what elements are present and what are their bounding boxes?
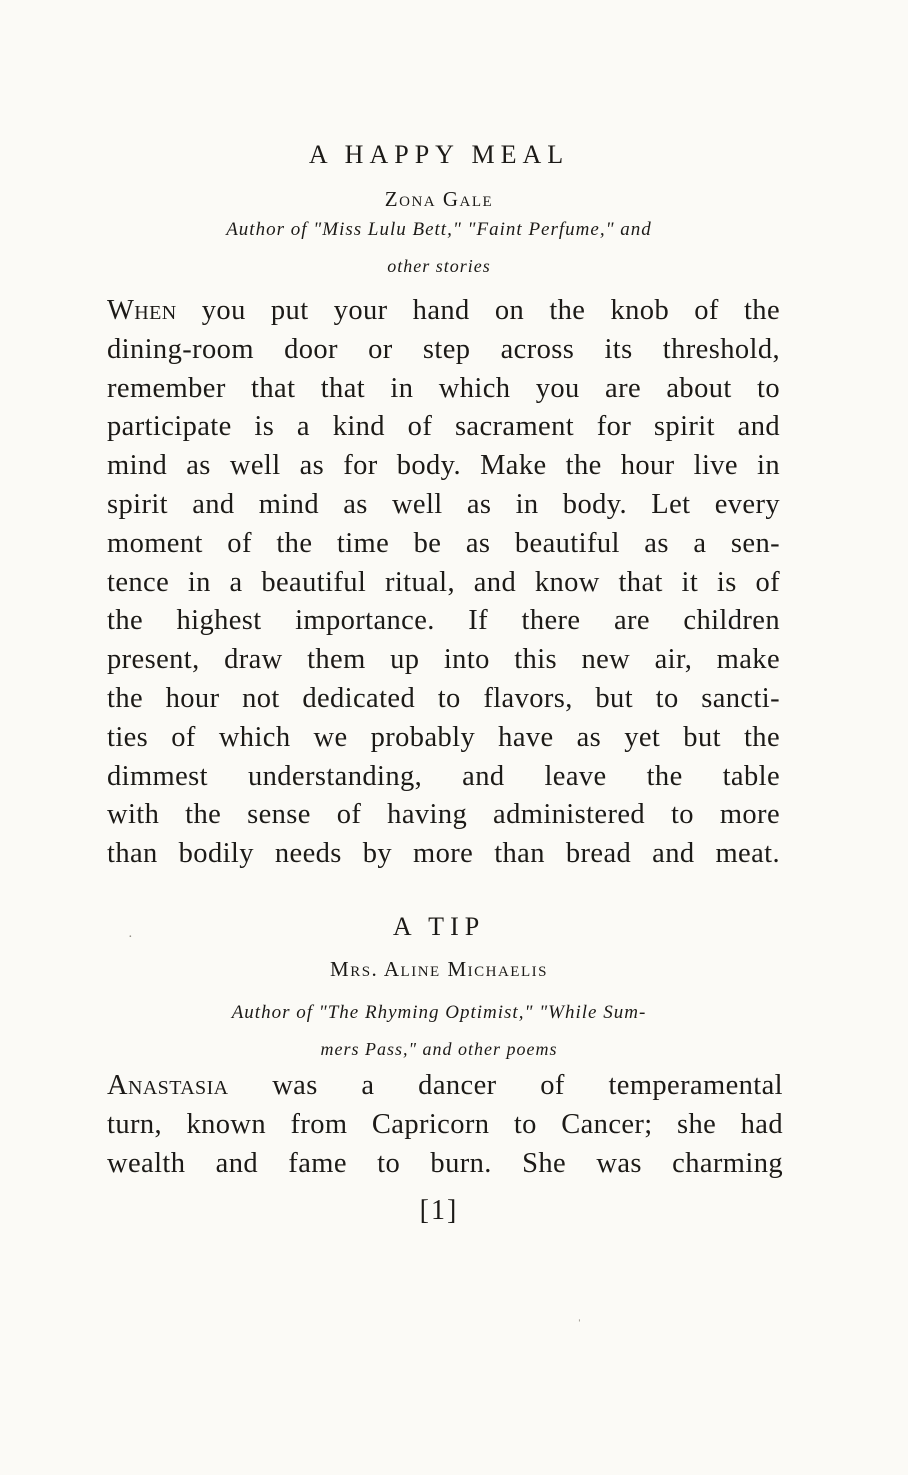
paragraph (107, 1067, 783, 1183)
paragraph-line: mind as well as for body. Make the hour live in (107, 450, 780, 482)
paragraph-line: tence in a beautiful ritual, and know that it is of (107, 566, 780, 598)
paragraph-line: ties of which we probably have as yet but the (107, 721, 780, 753)
author-name: Zona Gale (384, 187, 494, 211)
section-title: A TIP (392, 912, 486, 941)
section-title: A HAPPY MEAL (308, 140, 570, 169)
paragraph-line: remember that that in which you are about to (107, 372, 780, 404)
paragraph-line: moment of the time be as beautiful as a sen- (107, 527, 780, 559)
lead-word: Anastasia (107, 1070, 229, 1101)
credit-line: mers Pass," and other poems (320, 1039, 558, 1059)
paragraph-line: participate is a kind of sacrament for spirit and (107, 411, 780, 443)
credit-line: other stories (387, 256, 491, 276)
credit-line: Author of "The Rhyming Optimist," "While Sum- (231, 1002, 647, 1023)
author-name: Mrs. Aline Michaelis (330, 957, 548, 981)
paragraph-line: dining-room door or step across its threshold, (107, 333, 780, 365)
credit-line: Author of "Miss Lulu Bett," "Faint Perfume," and (226, 219, 652, 240)
paragraph-line: dimmest understanding, and leave the table (107, 760, 780, 792)
ink-speck-icon: ˈ (577, 1318, 582, 1333)
paragraph-line: the hour not dedicated to flavors, but to sancti- (107, 682, 780, 714)
paragraph-line: with the sense of having administered to more (107, 799, 780, 831)
paragraph-line: Anastasia was a dancer of temperamental (107, 1070, 783, 1101)
paragraph-line: wealth and fame to burn. She was charming (107, 1147, 783, 1179)
author-credit (130, 994, 748, 1068)
lead-word: When (107, 295, 177, 326)
ink-speck-icon: · (128, 930, 133, 945)
page-number: [1] (419, 1195, 459, 1226)
paragraph-line: than bodily needs by more than bread and meat. (107, 838, 780, 870)
paragraph (107, 292, 780, 874)
paragraph-line: spirit and mind as well as in body. Let every (107, 488, 780, 520)
paragraph-line: turn, known from Capricorn to Cancer; she had (107, 1108, 783, 1140)
paragraph-line: When you put your hand on the knob of the (107, 295, 780, 326)
author-credit (130, 211, 748, 285)
paragraph-line: the highest importance. If there are children (107, 605, 780, 637)
paragraph-line: present, draw them up into this new air, make (107, 644, 780, 676)
